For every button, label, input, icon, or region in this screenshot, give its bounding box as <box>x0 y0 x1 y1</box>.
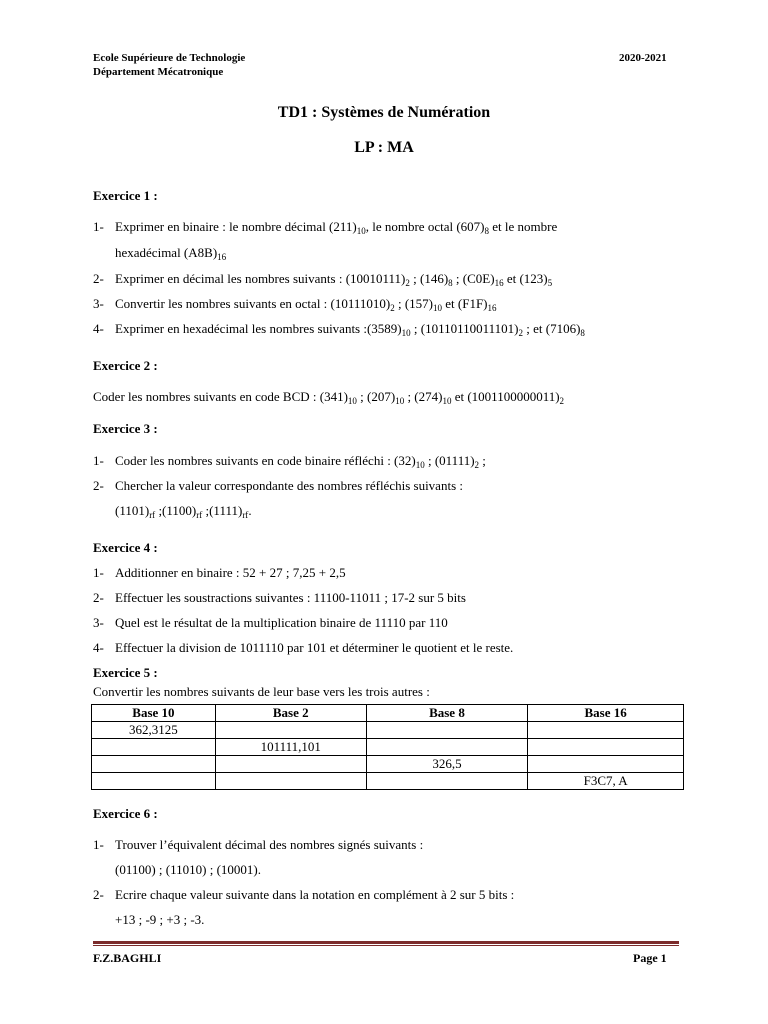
header-base-10: Base 10 <box>92 705 216 722</box>
exercise-6-item-2-cont: +13 ; -9 ; +3 ; -3. <box>115 912 205 927</box>
page-title: TD1 : Systèmes de Numération <box>277 104 491 121</box>
exercise-4-item-4: 4- Effectuer la division de 1011110 par 101 et déterminer le quotient et le reste. <box>93 640 514 655</box>
table-cell <box>528 739 684 756</box>
footer-author: F.Z.BAGHLI <box>93 951 162 965</box>
exercise-1-item-3: 3- Convertir les nombres suivants en octal : $(10111010)_2$ ; $(157)_{10}$ et $(F1F)_{16}$ <box>93 296 497 313</box>
table-cell: 362,3125 <box>92 722 216 739</box>
table-cell: 101111,101 <box>215 739 366 756</box>
department-name: Département Mécatronique <box>93 66 224 78</box>
header-base-2: Base 2 <box>215 705 366 722</box>
conversion-table <box>91 704 684 790</box>
exercise-1-item-1: 1- Exprimer en binaire : le nombre décimal $(211)_{10}$, le nombre octal $(607)_8$ et le nombre <box>93 219 558 236</box>
table-cell <box>366 722 528 739</box>
exercise-1-item-1-cont: hexadécimal $(A8B)_{16}$ <box>115 245 227 262</box>
table-row <box>92 773 684 790</box>
table-cell <box>215 773 366 790</box>
exercise-2-text: Coder les nombres suivants en code BCD : $(341)_{10}$ ; $(207)_{10}$ ; $(274)_{10}$ et $(1001100000011)_2$ <box>93 389 565 406</box>
table-cell <box>366 739 528 756</box>
table-cell <box>215 756 366 773</box>
exercise-4-item-3: 3- Quel est le résultat de la multiplication binaire de 11110 par 110 <box>93 615 448 630</box>
exercise-1-item-4: 4- Exprimer en hexadécimal les nombres suivants $:(3589)_{10}$ ; $(10110110011101)_2$ ; et $(7106)_8$ <box>93 321 585 338</box>
exercise-3-item-2: 2- Chercher la valeur correspondante des nombres réfléchis suivants : <box>93 478 463 493</box>
table-cell <box>92 756 216 773</box>
table-cell <box>92 773 216 790</box>
exercise-5-intro: Convertir les nombres suivants de leur base vers les trois autres : <box>93 684 430 699</box>
exercise-6-item-1: 1- Trouver l’équivalent décimal des nombres signés suivants : <box>93 837 424 852</box>
table-row <box>92 722 684 739</box>
exercise-4-item-2: 2- Effectuer les soustractions suivantes : 11100-11011 ; 17-2 sur 5 bits <box>93 590 466 605</box>
academic-year: 2020-2021 <box>619 52 667 64</box>
table-cell <box>366 773 528 790</box>
exercise-5-title: Exercice 5 : <box>93 665 158 680</box>
table-cell <box>528 756 684 773</box>
header-base-16: Base 16 <box>528 705 684 722</box>
exercise-6-item-1-cont: (01100) ; (11010) ; (10001). <box>115 862 261 877</box>
exercise-3-title: Exercice 3 : <box>93 421 158 436</box>
table-cell <box>528 722 684 739</box>
school-name: Ecole Supérieure de Technologie <box>93 52 246 64</box>
table-cell <box>92 739 216 756</box>
footer-rule-thick <box>93 941 679 944</box>
exercise-4-title: Exercice 4 : <box>93 540 158 555</box>
exercise-3-item-2-cont: $(1101)_{rf}$ $;(1100)_{rf}$ $;(1111)_{rf}$. <box>115 503 252 520</box>
exercise-3-item-1: 1- Coder les nombres suivants en code binaire réfléchi : $(32)_{10}$ ; $(01111)_2$ ; <box>93 453 486 470</box>
table-header-row <box>92 705 684 722</box>
footer-rule-thin <box>93 945 679 946</box>
exercise-2-title: Exercice 2 : <box>93 358 158 373</box>
exercise-1-title: Exercice 1 : <box>93 188 158 203</box>
table-cell: 326,5 <box>366 756 528 773</box>
exercise-6-item-2: 2- Ecrire chaque valeur suivante dans la notation en complément à 2 sur 5 bits : <box>93 887 515 902</box>
exercise-6-title: Exercice 6 : <box>93 806 158 821</box>
footer-page-number: Page 1 <box>633 951 667 965</box>
exercise-4-item-1: 1- Additionner en binaire : 52 + 27 ; 7,25 + 2,5 <box>93 565 346 580</box>
table-cell <box>215 722 366 739</box>
table-cell: F3C7, A <box>528 773 684 790</box>
page-subtitle: LP : MA <box>354 139 414 156</box>
header-base-8: Base 8 <box>366 705 528 722</box>
table-row <box>92 739 684 756</box>
exercise-1-item-2: 2- Exprimer en décimal les nombres suivants : $(10010111)_2$ ; $(146)_8$ ; $(C0E)_{16}$ et $(123)_5$ <box>93 271 553 288</box>
table-row <box>92 756 684 773</box>
